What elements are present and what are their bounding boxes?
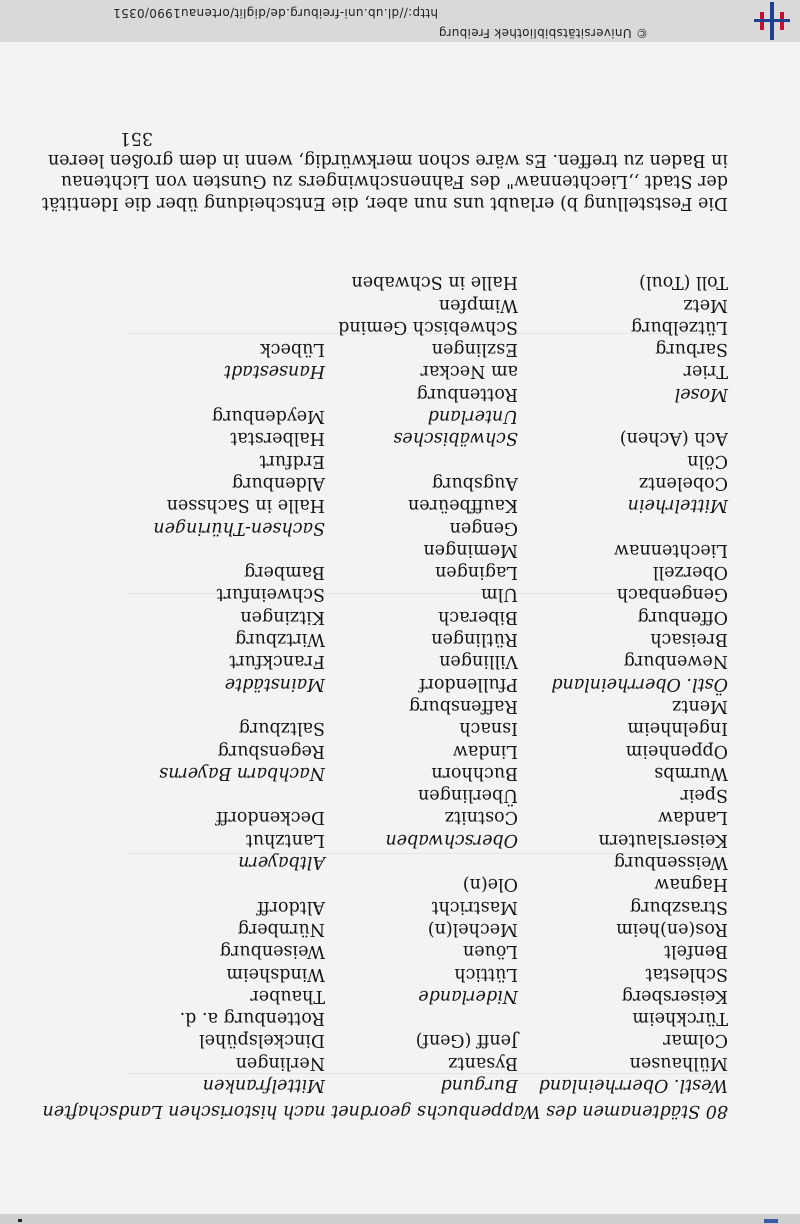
city-name: Memingen [423, 539, 518, 560]
city-name: Aldenburg [231, 472, 325, 493]
city-name: Rottenburg a. d. [179, 1008, 325, 1029]
page-heading: 80 Städtenamen des Wappenbuchs geordnet nach historischen Landschaften [42, 1101, 728, 1121]
city-name: Nerlingen [235, 1052, 325, 1073]
city-name [153, 784, 325, 806]
region-heading: Oberschwaben [385, 829, 518, 850]
city-name: Franckfurt [229, 651, 325, 672]
city-name: Ros(en)heim [616, 918, 728, 939]
column-east [153, 338, 325, 1096]
city-name: Wimpfen [438, 294, 518, 315]
city-name: Halle in Schwaben [351, 272, 518, 293]
city-name: Offenburg [637, 606, 728, 627]
city-name: Ole(n) [462, 874, 518, 895]
region-heading: Nachbarn Bayerns [159, 762, 325, 783]
region-heading: Östl. Oberrheinland [551, 673, 728, 694]
city-name: Eszlingen [431, 339, 518, 360]
city-name: Meydenburg [211, 406, 325, 427]
city-name: Colmar [663, 1030, 728, 1051]
city-name: Lützelburg [630, 316, 728, 337]
city-name: Lantzhut [245, 829, 325, 850]
source-url-link[interactable]: http://dl.ub.uni-freiburg.de/diglit/ortenau1990/0351 [112, 6, 438, 20]
city-name: Keiserslautern [598, 829, 728, 850]
paragraph-line: der Stadt ,,Liechtennaw" des Fahnenschwingers zu Gunsten von Lichtenau [60, 171, 728, 192]
city-name: Landaw [658, 807, 728, 828]
region-heading: Westl. Oberrheinland [538, 1075, 728, 1095]
city-name: Windsheim [226, 963, 325, 984]
city-name: Rütlingen [431, 629, 518, 650]
region-heading: Mosel [674, 383, 728, 404]
city-name: Mechel(n) [427, 918, 518, 939]
city-name: Cöln [687, 450, 728, 471]
city-name: Toll (Toul) [639, 272, 728, 293]
city-name [153, 539, 325, 561]
city-name: Nürnberg [237, 918, 325, 939]
city-name: am Neckar [420, 361, 518, 382]
city-name: Lindaw [452, 740, 518, 761]
city-name: Newenburg [623, 651, 728, 672]
city-name: Lüttich [454, 963, 518, 984]
city-name: Speir [680, 785, 728, 806]
region-heading: Niderlande [418, 985, 518, 1006]
city-name: Augsburg [431, 472, 518, 493]
city-name: Trier [683, 361, 728, 382]
city-name: Mülhausen [629, 1052, 728, 1073]
region-heading: Mittelrhein [627, 495, 728, 516]
city-name: Altdorff [257, 896, 325, 917]
city-name: Kitzingen [240, 606, 325, 627]
city-name: Lübeck [260, 339, 325, 360]
paragraph-line: in Baden zu treffen. Es wäre schon merkwürdig, wenn in dem großen leeren [47, 150, 728, 170]
city-name: Cobelentz [639, 472, 728, 493]
city-name: Überlingen [418, 785, 518, 806]
university-logo-icon [750, 2, 794, 40]
city-name: Pfullendorf [419, 673, 518, 694]
city-name: Hagnaw [654, 874, 728, 895]
region-heading: Burgund [440, 1075, 518, 1095]
paragraph-line: Die Feststellung b) erlaubt uns nun aber, die Entscheidung über die Identität [41, 193, 728, 213]
city-name: Schlestat [645, 963, 728, 984]
city-name: Gengen [449, 517, 518, 538]
copyright-text: © Universitätsbibliothek Freiburg [438, 26, 648, 40]
city-name: Dinckelspühel [199, 1030, 325, 1051]
city-name: Regensburg [217, 740, 325, 761]
city-name: Gengenbach [616, 584, 728, 605]
region-heading: Mittelfranken [202, 1075, 325, 1095]
city-name [338, 851, 518, 873]
city-name: Rottenburg [416, 383, 518, 404]
city-name: Wurmbs [654, 762, 728, 783]
city-name: Weisenburg [219, 941, 325, 962]
city-name: Buchhorn [431, 762, 518, 783]
page-number: 351 [119, 128, 153, 148]
region-heading: Hansestadt [224, 361, 325, 382]
city-name: Liechtennaw [614, 539, 728, 560]
city-name: Ingelnheim [627, 718, 728, 739]
viewer-bottom-strip [0, 1214, 800, 1224]
city-name: Halle in Sachssen [166, 495, 325, 516]
city-name: Mastricht [431, 896, 518, 917]
city-name [338, 1007, 518, 1029]
city-name: Schweinfurt [216, 584, 325, 605]
city-name: Kauffbeüren [407, 495, 518, 516]
region-heading: Altbayern [238, 852, 325, 873]
region-heading: Mainstädte [224, 673, 325, 694]
viewer-footer [0, 0, 800, 42]
city-name: Löuen [462, 941, 518, 962]
column-middle [338, 271, 518, 1096]
region-heading: Schwäbisches [393, 428, 518, 449]
city-name: Oberzell [652, 562, 728, 583]
column-west [539, 271, 728, 1096]
city-name: Sarburg [655, 339, 728, 360]
city-name: Halberstat [230, 428, 325, 449]
city-name: Raffensburg [408, 695, 518, 716]
city-name: Metz [683, 294, 728, 315]
region-heading: Sachsen-Thüringen [153, 517, 325, 538]
city-name: Lagingen [435, 562, 518, 583]
city-name: Wirtzburg [235, 629, 325, 650]
city-name: Benfelt [664, 941, 728, 962]
city-name: Schwebisch Gemind [338, 316, 518, 337]
city-name: Saltzburg [238, 718, 325, 739]
city-name: Villingen [439, 651, 518, 672]
city-name: Deckendorff [216, 807, 325, 828]
city-name: Türckheim [632, 1008, 728, 1029]
city-name: Keisersberg [621, 985, 728, 1006]
city-name [153, 383, 325, 405]
city-name: Oppenheim [625, 740, 728, 761]
city-name [153, 695, 325, 717]
city-name: Bysantz [448, 1052, 518, 1073]
city-name [539, 405, 728, 427]
body-paragraph [41, 149, 728, 214]
city-name: Weissenburg [613, 852, 728, 873]
city-name: Bamberg [243, 562, 325, 583]
region-heading: Unterland [427, 406, 518, 427]
bottom-marker-left [18, 1219, 22, 1222]
scanned-page [0, 42, 800, 1214]
city-name: Ulm [481, 584, 518, 605]
bottom-marker-right [764, 1219, 778, 1223]
city-name: Thauber [250, 985, 325, 1006]
city-name: Breisach [650, 629, 728, 650]
city-name: Biberach [438, 606, 518, 627]
city-name [539, 516, 728, 538]
city-name: Costnitz [444, 807, 518, 828]
city-name [338, 449, 518, 471]
city-name: Erdfurt [259, 450, 325, 471]
city-name: Ach (Achen) [619, 428, 728, 449]
city-name: Jenff (Genf) [415, 1030, 518, 1051]
city-name [153, 873, 325, 895]
city-name: Straszburg [629, 896, 728, 917]
city-name: Mentz [672, 695, 728, 716]
city-name: Isnach [459, 718, 518, 739]
